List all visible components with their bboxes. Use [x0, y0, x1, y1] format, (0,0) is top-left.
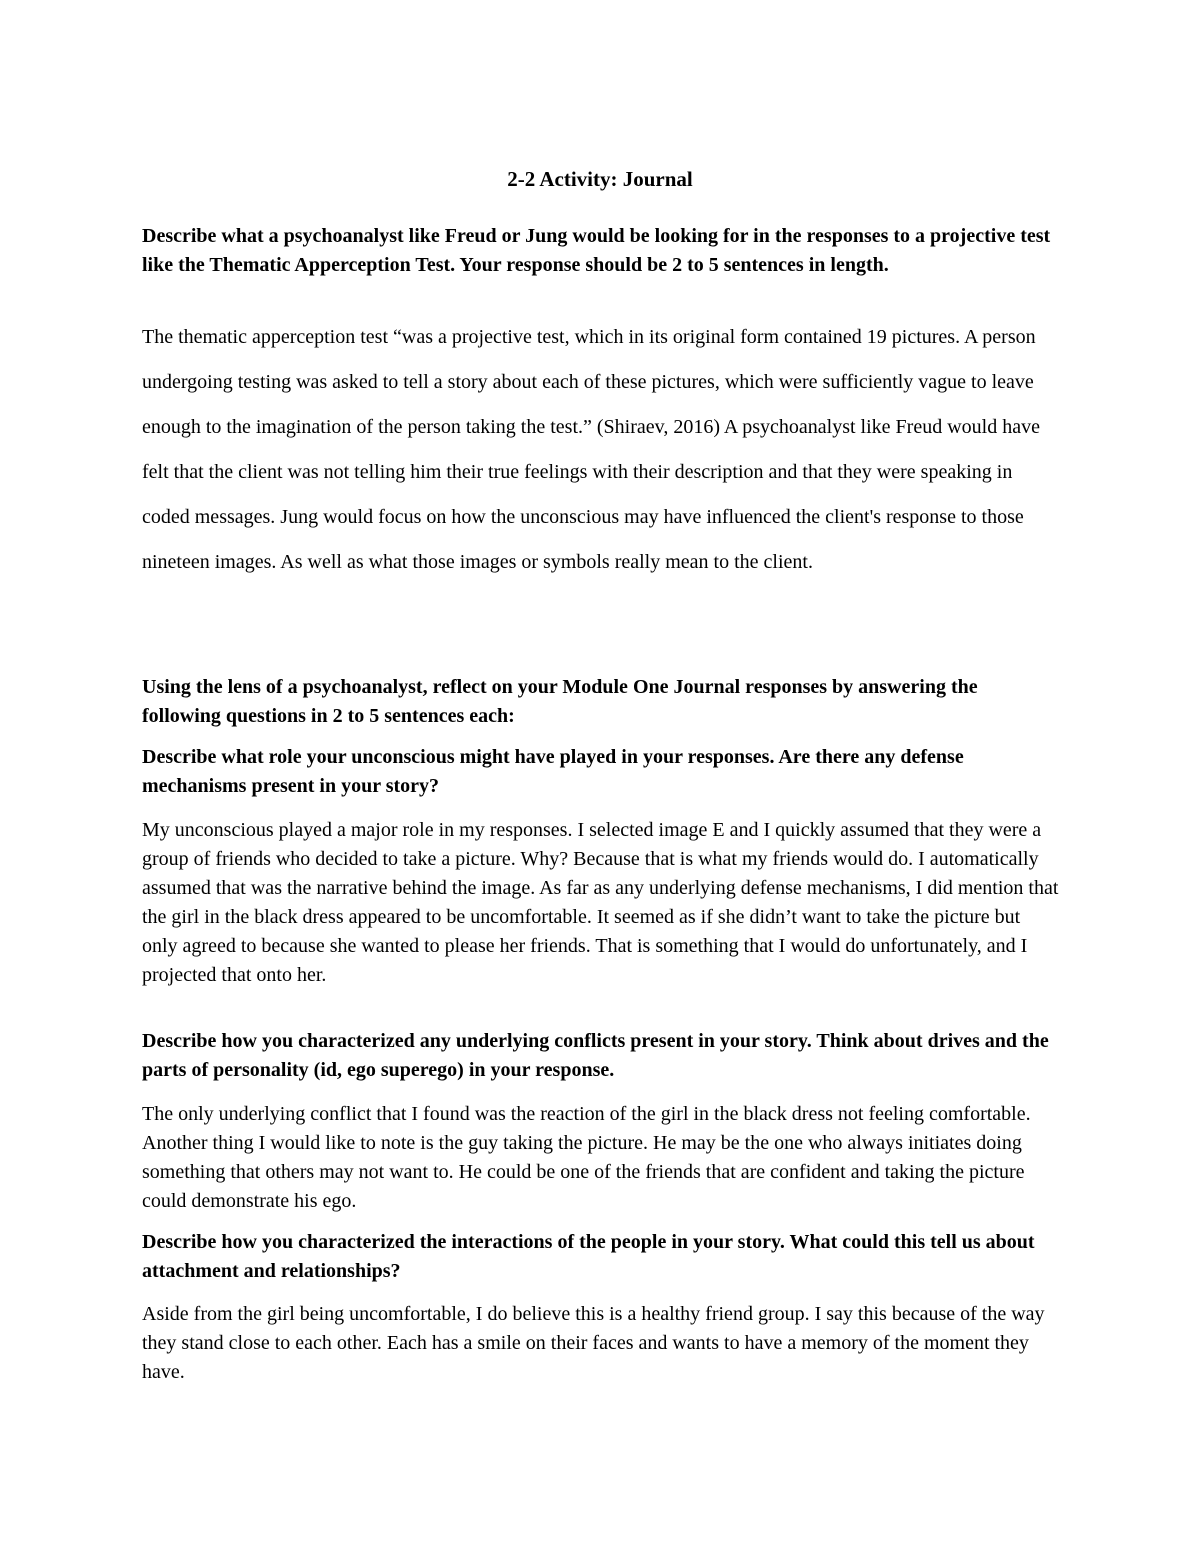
prompt-unconscious-role: Describe what role your unconscious might have played in your responses. Are there any defense mechanisms present in your story?: [142, 746, 964, 797]
answer-unconscious-role: My unconscious played a major role in my responses. I selected image E and I quickly assumed that they were a group of friends who decided to take a picture. Why? Because that is what my friends would do. I automatically assumed that was the narrative behind the image. As far as any underlying defense mechanisms, I did mention that the girl in the black dress appeared to be uncomfortable. It seemed as if she didn’t want to take the picture but only agreed to because she wanted to please her friends. That is something that I would do unfortunately, and I projected that onto her.: [142, 819, 1059, 986]
document-title: 2-2 Activity: Journal: [507, 167, 693, 191]
answer-underlying-conflicts: The only underlying conflict that I found was the reaction of the girl in the black dress not feeling comfortable. Another thing I would like to note is the guy taking the picture. He may be the one who always initiates doing something that others may not want to. He could be one of the friends that are confident and taking the picture could demonstrate his ego.: [142, 1103, 1031, 1212]
prompt-freud-jung: Describe what a psychoanalyst like Freud or Jung would be looking for in the responses to a projective test like the Thematic Apperception Test. Your response should be 2 to 5 sentences in length.: [142, 225, 1051, 276]
prompt-underlying-conflicts: Describe how you characterized any underlying conflicts present in your story. Think about drives and the parts of personality (id, ego superego) in your response.: [142, 1030, 1049, 1081]
answer-interactions: Aside from the girl being uncomfortable, I do believe this is a healthy friend group. I say this because of the way they stand close to each other. Each has a smile on their faces and wants to have a memory of the moment they have.: [142, 1303, 1045, 1383]
answer-freud-jung: The thematic apperception test “was a projective test, which in its original form contained 19 pictures. A person undergoing testing was asked to tell a story about each of these pictures, which were sufficiently vague to leave enough to the imagination of the person taking the test.” (Shiraev, 2016) A psychoanalyst like Freud would have felt that the client was not telling him their true feelings with their description and that they were speaking in coded messages. Jung would focus on how the unconscious may have influenced the client's response to those nineteen images. As well as what those images or symbols really mean to the client.: [142, 326, 1040, 573]
prompt-interactions: Describe how you characterized the interactions of the people in your story. What could this tell us about attachment and relationships?: [142, 1231, 1035, 1282]
reflection-instructions: Using the lens of a psychoanalyst, reflect on your Module One Journal responses by answering the following questions in 2 to 5 sentences each:: [142, 676, 978, 727]
